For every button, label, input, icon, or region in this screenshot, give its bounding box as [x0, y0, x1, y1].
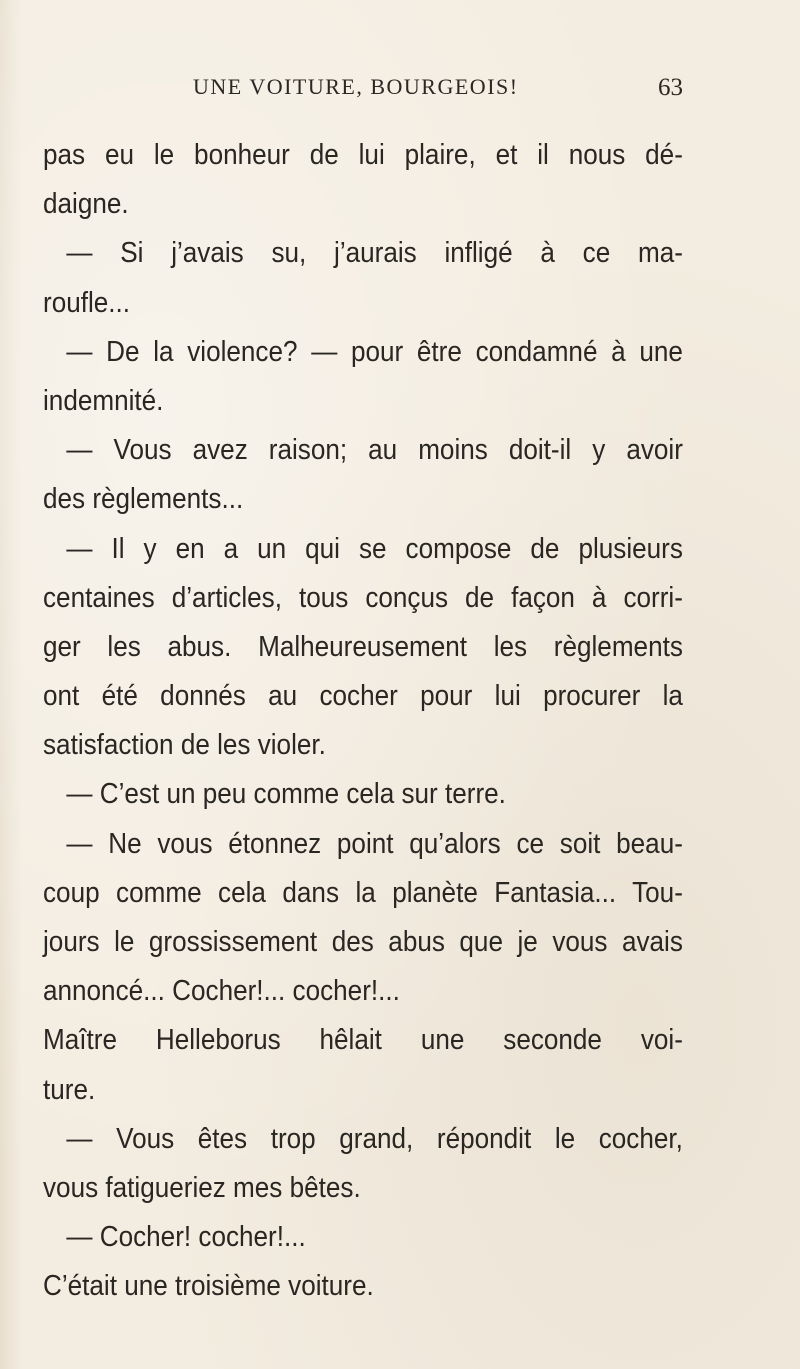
text-line: ger les abus. Malheureusement les règlements	[43, 630, 683, 663]
text-line: jours le grossissement des abus que je vous avais	[43, 926, 683, 958]
text-line: ont été donnés au cocher pour lui procurer la	[43, 680, 683, 713]
text-line: daigne.	[43, 188, 129, 221]
text-line: — Vous êtes trop grand, répondit le cocher,	[66, 1122, 683, 1155]
text-line: — C’est un peu comme cela sur terre.	[66, 778, 506, 811]
text-line: — Cocher! cocher!...	[66, 1221, 306, 1254]
text-line: roufle...	[43, 286, 131, 319]
text-line: pas eu le bonheur de lui plaire, et il nous dé-	[43, 139, 683, 171]
text-line: coup comme cela dans la planète Fantasia... Tou-	[43, 876, 683, 909]
text-line: C’était une troisième voiture.	[43, 1270, 374, 1303]
text-line: des règlements...	[43, 483, 244, 516]
text-line: — Il y en a un qui se compose de plusieurs	[66, 532, 683, 565]
page-header	[193, 74, 683, 114]
text-line: — Si j’avais su, j’aurais infligé à ce ma-	[66, 237, 683, 270]
body-text	[43, 131, 683, 1312]
text-line: ture.	[43, 1073, 96, 1106]
page-number: 63	[658, 74, 683, 101]
text-line: — Ne vous étonnez point qu’alors ce soit beau-	[66, 827, 683, 860]
text-line: Maître Helleborus hêlait une seconde voi-	[43, 1024, 683, 1057]
text-line: indemnité.	[43, 384, 164, 417]
running-title: UNE VOITURE, BOURGEOIS!	[193, 74, 519, 99]
text-line: centaines d’articles, tous conçus de façon à corri-	[43, 581, 683, 614]
text-line: annoncé... Cocher!... cocher!...	[43, 975, 400, 1008]
text-line: — De la violence? — pour être condamné à une	[66, 335, 683, 368]
text-line: — Vous avez raison; au moins doit-il y avoir	[66, 434, 683, 467]
text-line: vous fatigueriez mes bêtes.	[43, 1171, 361, 1204]
text-line: satisfaction de les violer.	[43, 729, 326, 762]
